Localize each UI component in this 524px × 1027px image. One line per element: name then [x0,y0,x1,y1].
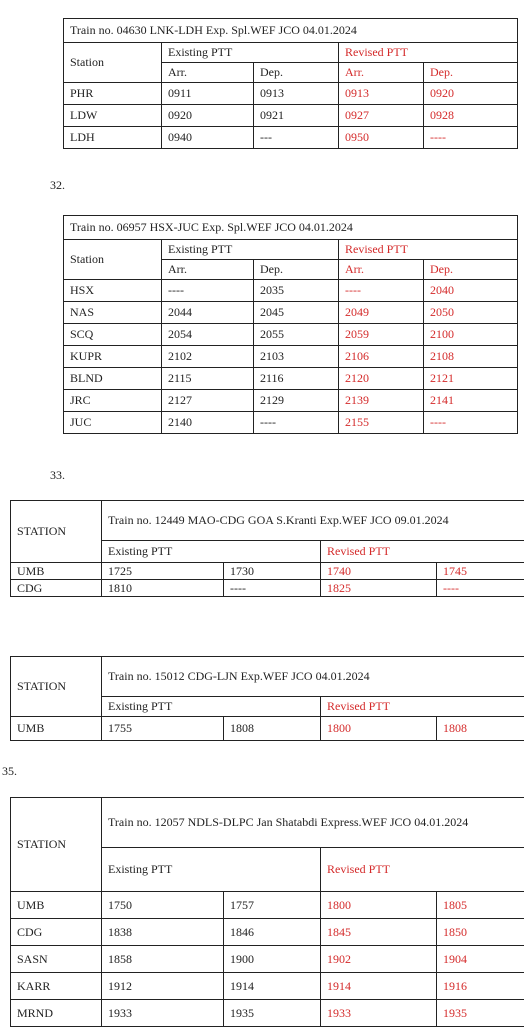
revised-arr-cell: 1800 [321,892,437,919]
revised-dep-cell: 2050 [424,302,518,324]
table-row [64,412,518,434]
dep-cell: 2129 [254,390,339,412]
revised-dep-cell: 2121 [424,368,518,390]
timetable-12057 [10,797,524,1027]
existing-ptt-header: Existing PTT [102,848,321,892]
revised-dep-cell: ---- [424,127,518,149]
dep-cell: 1808 [224,717,321,741]
revised-dep-cell: 1745 [437,563,524,580]
revised-arr-cell: 2120 [339,368,424,390]
revised-dep-cell: ---- [437,580,524,597]
dep-cell: 1846 [224,919,321,946]
revised-arr-cell: 1845 [321,919,437,946]
revised-ptt-header: Revised PTT [321,541,524,563]
table-title: Train no. 06957 HSX-JUC Exp. Spl.WEF JCO 04.01.2024 [64,216,518,240]
station-cell: MRND [11,1000,102,1027]
table-row [11,580,524,597]
revised-dep-cell: 2108 [424,346,518,368]
revised-dep-cell: 1850 [437,919,524,946]
station-cell: JRC [64,390,162,412]
revised-arr-cell: ---- [339,280,424,302]
dep-cell: 1730 [224,563,321,580]
revised-ptt-header: Revised PTT [339,43,518,63]
existing-ptt-header: Existing PTT [102,541,321,563]
table-row [11,919,524,946]
arr-cell: 2127 [162,390,254,412]
arr-header: Arr. [162,63,254,83]
station-cell: JUC [64,412,162,434]
arr-cell: 1810 [102,580,224,597]
revised-ptt-header: Revised PTT [339,240,518,260]
revised-dep-cell: 1904 [437,946,524,973]
station-cell: LDW [64,105,162,127]
dep-cell: 1757 [224,892,321,919]
station-header: Station [64,240,162,280]
dep-cell: ---- [254,412,339,434]
dep-cell: 2116 [254,368,339,390]
revised-ptt-header: Revised PTT [321,848,524,892]
revised-dep-cell: 2141 [424,390,518,412]
revised-arr-cell: 1740 [321,563,437,580]
revised-arr-header: Arr. [339,63,424,83]
arr-cell: 2140 [162,412,254,434]
revised-arr-cell: 0950 [339,127,424,149]
station-cell: PHR [64,83,162,105]
revised-arr-cell: 0913 [339,83,424,105]
revised-arr-cell: 1933 [321,1000,437,1027]
dep-cell: 2035 [254,280,339,302]
revised-arr-cell: 2155 [339,412,424,434]
arr-cell: 1912 [102,973,224,1000]
station-cell: HSX [64,280,162,302]
table-row [64,368,518,390]
revised-dep-cell: ---- [424,412,518,434]
revised-dep-cell: 0920 [424,83,518,105]
revised-dep-cell: 0928 [424,105,518,127]
station-cell: UMB [11,717,102,741]
table-row [64,390,518,412]
revised-dep-header: Dep. [424,260,518,280]
revised-arr-cell: 2059 [339,324,424,346]
table-row [64,83,518,105]
station-cell: LDH [64,127,162,149]
revised-dep-cell: 1916 [437,973,524,1000]
revised-arr-cell: 1902 [321,946,437,973]
revised-arr-cell: 2106 [339,346,424,368]
revised-dep-cell: 1808 [437,717,524,741]
station-cell: KUPR [64,346,162,368]
table-row [64,280,518,302]
table-row [64,324,518,346]
station-cell: SCQ [64,324,162,346]
revised-dep-cell: 1805 [437,892,524,919]
station-header: Station [64,43,162,83]
station-cell: CDG [11,580,102,597]
table-row [11,563,524,580]
station-header: STATION [11,501,102,563]
station-cell: UMB [11,892,102,919]
table-row [64,346,518,368]
arr-cell: 2044 [162,302,254,324]
revised-dep-cell: 1935 [437,1000,524,1027]
table-title: Train no. 04630 LNK-LDH Exp. Spl.WEF JCO 04.01.2024 [64,19,518,43]
station-cell: CDG [11,919,102,946]
table-row [64,105,518,127]
table-title: Train no. 12057 NDLS-DLPC Jan Shatabdi Express.WEF JCO 04.01.2024 [102,798,524,848]
revised-ptt-header: Revised PTT [321,697,524,717]
item-number: 35. [2,764,17,779]
dep-cell: 1935 [224,1000,321,1027]
arr-header: Arr. [162,260,254,280]
timetable-12449 [10,500,524,597]
item-number: 32. [50,178,65,193]
table-row [64,127,518,149]
revised-arr-cell: 1914 [321,973,437,1000]
arr-cell: 0940 [162,127,254,149]
dep-cell: 1914 [224,973,321,1000]
arr-cell: ---- [162,280,254,302]
table-title: Train no. 12449 MAO-CDG GOA S.Kranti Exp.WEF JCO 09.01.2024 [102,501,524,541]
revised-dep-header: Dep. [424,63,518,83]
revised-arr-cell: 2139 [339,390,424,412]
station-cell: BLND [64,368,162,390]
table-row [11,717,524,741]
station-header: STATION [11,798,102,892]
station-cell: SASN [11,946,102,973]
revised-arr-cell: 1825 [321,580,437,597]
table-row [11,946,524,973]
table-row [11,973,524,1000]
dep-header: Dep. [254,63,339,83]
table-row [11,892,524,919]
arr-cell: 1725 [102,563,224,580]
existing-ptt-header: Existing PTT [162,240,339,260]
arr-cell: 0911 [162,83,254,105]
station-cell: NAS [64,302,162,324]
existing-ptt-header: Existing PTT [162,43,339,63]
arr-cell: 1755 [102,717,224,741]
station-header: STATION [11,657,102,717]
dep-cell: 2055 [254,324,339,346]
table-row [64,302,518,324]
dep-cell: ---- [224,580,321,597]
arr-cell: 2054 [162,324,254,346]
revised-arr-header: Arr. [339,260,424,280]
dep-header: Dep. [254,260,339,280]
station-cell: UMB [11,563,102,580]
revised-arr-cell: 0927 [339,105,424,127]
dep-cell: --- [254,127,339,149]
arr-cell: 1933 [102,1000,224,1027]
arr-cell: 1858 [102,946,224,973]
existing-ptt-header: Existing PTT [102,697,321,717]
arr-cell: 2115 [162,368,254,390]
table-title: Train no. 15012 CDG-LJN Exp.WEF JCO 04.01.2024 [102,657,524,697]
dep-cell: 0921 [254,105,339,127]
timetable-04630 [63,18,518,149]
timetable-15012 [10,656,524,741]
table-row [11,1000,524,1027]
timetable-06957 [63,215,518,434]
revised-arr-cell: 1800 [321,717,437,741]
item-number: 33. [50,468,65,483]
dep-cell: 2045 [254,302,339,324]
revised-dep-cell: 2100 [424,324,518,346]
arr-cell: 1838 [102,919,224,946]
dep-cell: 0913 [254,83,339,105]
revised-dep-cell: 2040 [424,280,518,302]
dep-cell: 2103 [254,346,339,368]
arr-cell: 2102 [162,346,254,368]
arr-cell: 0920 [162,105,254,127]
revised-arr-cell: 2049 [339,302,424,324]
dep-cell: 1900 [224,946,321,973]
arr-cell: 1750 [102,892,224,919]
station-cell: KARR [11,973,102,1000]
